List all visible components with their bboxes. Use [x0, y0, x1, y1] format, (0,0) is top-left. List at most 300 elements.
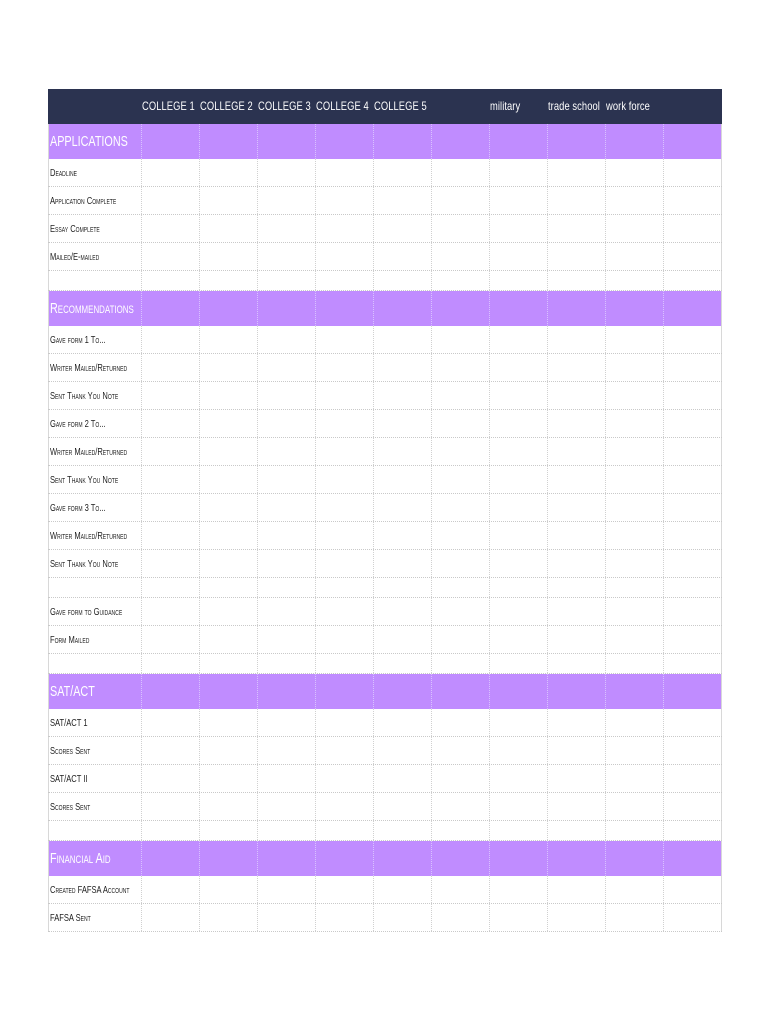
cell-divider: [315, 354, 316, 381]
cell-divider: [547, 326, 548, 353]
cell-divider: [373, 876, 374, 903]
row-border-right: [721, 793, 722, 820]
cell-divider: [315, 291, 316, 326]
cell-divider: [257, 354, 258, 381]
cell-divider: [547, 494, 548, 521]
cell-divider: [257, 438, 258, 465]
cell-divider: [663, 466, 664, 493]
cell-divider: [199, 654, 200, 673]
cell-divider: [199, 578, 200, 597]
cell-divider: [257, 793, 258, 820]
cell-divider: [315, 466, 316, 493]
cell-divider: [373, 215, 374, 242]
cell-divider: [605, 765, 606, 792]
cell-divider: [605, 382, 606, 409]
row-border-right: [721, 578, 722, 597]
cell-divider: [315, 159, 316, 186]
row-border-right: [721, 271, 722, 290]
cell-divider: [489, 187, 490, 214]
cell-divider: [315, 326, 316, 353]
cell-divider: [199, 159, 200, 186]
spacer-row: [48, 654, 722, 674]
cell-divider: [431, 354, 432, 381]
cell-divider: [141, 271, 142, 290]
cell-divider: [199, 793, 200, 820]
header-college-1: COLLEGE 1: [142, 99, 195, 113]
row-label: Essay Complete: [50, 222, 100, 235]
cell-divider: [373, 187, 374, 214]
cell-divider: [257, 243, 258, 270]
cell-divider: [489, 466, 490, 493]
cell-divider: [373, 494, 374, 521]
cell-divider: [257, 382, 258, 409]
cell-divider: [489, 841, 490, 876]
cell-divider: [141, 522, 142, 549]
cell-divider: [199, 626, 200, 653]
cell-divider: [199, 550, 200, 577]
row-border-left: [48, 737, 49, 764]
cell-divider: [431, 737, 432, 764]
cell-divider: [373, 243, 374, 270]
cell-divider: [489, 382, 490, 409]
cell-divider: [315, 124, 316, 159]
cell-divider: [257, 187, 258, 214]
table-body: [48, 124, 722, 932]
row-border-right: [721, 821, 722, 840]
cell-divider: [199, 291, 200, 326]
row-border-left: [48, 876, 49, 903]
cell-divider: [199, 598, 200, 625]
cell-divider: [431, 876, 432, 903]
row-border-right: [721, 291, 722, 326]
cell-divider: [431, 187, 432, 214]
cell-divider: [547, 550, 548, 577]
row-border-left: [48, 438, 49, 465]
cell-divider: [141, 326, 142, 353]
row-border-right: [721, 522, 722, 549]
table-row: [48, 626, 722, 654]
cell-divider: [373, 410, 374, 437]
cell-divider: [431, 598, 432, 625]
row-border-right: [721, 904, 722, 931]
row-border-right: [721, 466, 722, 493]
cell-divider: [547, 709, 548, 736]
cell-divider: [605, 187, 606, 214]
cell-divider: [663, 598, 664, 625]
cell-divider: [315, 215, 316, 242]
row-border-left: [48, 654, 49, 673]
row-border-right: [721, 674, 722, 709]
cell-divider: [315, 578, 316, 597]
cell-divider: [663, 187, 664, 214]
row-label: Gave form 3 To...: [50, 501, 106, 514]
cell-divider: [489, 737, 490, 764]
cell-divider: [141, 654, 142, 673]
cell-divider: [315, 438, 316, 465]
row-border-left: [48, 904, 49, 931]
cell-divider: [141, 709, 142, 736]
cell-divider: [663, 709, 664, 736]
row-border-right: [721, 737, 722, 764]
cell-divider: [431, 765, 432, 792]
cell-divider: [547, 626, 548, 653]
cell-divider: [547, 654, 548, 673]
cell-divider: [547, 354, 548, 381]
cell-divider: [547, 765, 548, 792]
cell-divider: [257, 410, 258, 437]
cell-divider: [257, 124, 258, 159]
table-row: [48, 522, 722, 550]
cell-divider: [663, 326, 664, 353]
cell-divider: [547, 291, 548, 326]
table-row: [48, 793, 722, 821]
cell-divider: [431, 793, 432, 820]
cell-divider: [199, 354, 200, 381]
row-border-left: [48, 159, 49, 186]
cell-divider: [489, 598, 490, 625]
cell-divider: [373, 159, 374, 186]
section-title: Recommendations: [50, 300, 134, 317]
row-border-left: [48, 124, 49, 159]
cell-divider: [663, 354, 664, 381]
cell-divider: [663, 654, 664, 673]
cell-divider: [431, 326, 432, 353]
row-border-right: [721, 187, 722, 214]
cell-divider: [199, 243, 200, 270]
cell-divider: [547, 904, 548, 931]
cell-divider: [141, 494, 142, 521]
cell-divider: [141, 243, 142, 270]
cell-divider: [489, 626, 490, 653]
college-checklist-table: [48, 89, 722, 932]
cell-divider: [547, 598, 548, 625]
section-header: [48, 124, 722, 159]
row-border-left: [48, 522, 49, 549]
row-label: FAFSA Sent: [50, 911, 91, 924]
header-trade-school: trade school: [548, 99, 600, 113]
row-border-right: [721, 243, 722, 270]
row-border-left: [48, 709, 49, 736]
table-row: [48, 737, 722, 765]
cell-divider: [489, 765, 490, 792]
row-border-left: [48, 821, 49, 840]
cell-divider: [547, 187, 548, 214]
cell-divider: [605, 271, 606, 290]
cell-divider: [605, 438, 606, 465]
cell-divider: [315, 271, 316, 290]
row-label: Sent Thank You Note: [50, 557, 119, 570]
table-row: [48, 215, 722, 243]
cell-divider: [141, 354, 142, 381]
row-label: Gave form to Guidance: [50, 605, 123, 618]
cell-divider: [547, 578, 548, 597]
cell-divider: [373, 354, 374, 381]
cell-divider: [257, 821, 258, 840]
cell-divider: [199, 494, 200, 521]
row-label: Scores Sent: [50, 800, 91, 813]
cell-divider: [431, 550, 432, 577]
row-label: Sent Thank You Note: [50, 473, 119, 486]
cell-divider: [373, 598, 374, 625]
cell-divider: [431, 578, 432, 597]
cell-divider: [663, 793, 664, 820]
cell-divider: [141, 737, 142, 764]
cell-divider: [315, 494, 316, 521]
cell-divider: [373, 904, 374, 931]
cell-divider: [315, 876, 316, 903]
row-label: SAT/ACT 1: [50, 716, 88, 729]
cell-divider: [605, 494, 606, 521]
cell-divider: [315, 243, 316, 270]
row-label: Deadline: [50, 166, 78, 179]
cell-divider: [373, 578, 374, 597]
row-border-right: [721, 410, 722, 437]
row-border-left: [48, 674, 49, 709]
row-label: Application Complete: [50, 194, 117, 207]
spacer-row: [48, 578, 722, 598]
cell-divider: [199, 522, 200, 549]
cell-divider: [257, 271, 258, 290]
row-label: Gave form 2 To...: [50, 417, 106, 430]
cell-divider: [605, 354, 606, 381]
row-border-right: [721, 494, 722, 521]
cell-divider: [489, 271, 490, 290]
row-border-left: [48, 598, 49, 625]
row-label: SAT/ACT II: [50, 772, 88, 785]
cell-divider: [373, 709, 374, 736]
cell-divider: [373, 522, 374, 549]
section-header: [48, 674, 722, 709]
cell-divider: [431, 291, 432, 326]
cell-divider: [431, 654, 432, 673]
cell-divider: [199, 124, 200, 159]
cell-divider: [199, 841, 200, 876]
cell-divider: [257, 709, 258, 736]
cell-divider: [141, 674, 142, 709]
cell-divider: [141, 124, 142, 159]
cell-divider: [431, 841, 432, 876]
cell-divider: [663, 243, 664, 270]
cell-divider: [315, 737, 316, 764]
cell-divider: [315, 821, 316, 840]
cell-divider: [547, 737, 548, 764]
cell-divider: [141, 550, 142, 577]
cell-divider: [605, 598, 606, 625]
row-border-left: [48, 765, 49, 792]
table-row: [48, 243, 722, 271]
cell-divider: [663, 578, 664, 597]
cell-divider: [489, 438, 490, 465]
cell-divider: [199, 876, 200, 903]
cell-divider: [489, 326, 490, 353]
cell-divider: [199, 410, 200, 437]
cell-divider: [663, 550, 664, 577]
cell-divider: [257, 466, 258, 493]
row-border-left: [48, 550, 49, 577]
cell-divider: [605, 159, 606, 186]
cell-divider: [663, 626, 664, 653]
cell-divider: [431, 243, 432, 270]
row-border-left: [48, 271, 49, 290]
cell-divider: [489, 709, 490, 736]
cell-divider: [605, 674, 606, 709]
cell-divider: [663, 159, 664, 186]
cell-divider: [199, 382, 200, 409]
cell-divider: [257, 626, 258, 653]
table-row: [48, 494, 722, 522]
cell-divider: [315, 626, 316, 653]
cell-divider: [489, 124, 490, 159]
cell-divider: [605, 243, 606, 270]
cell-divider: [605, 291, 606, 326]
row-border-left: [48, 243, 49, 270]
cell-divider: [663, 438, 664, 465]
cell-divider: [141, 876, 142, 903]
row-label: Form Mailed: [50, 633, 90, 646]
row-border-right: [721, 215, 722, 242]
cell-divider: [547, 124, 548, 159]
cell-divider: [605, 410, 606, 437]
cell-divider: [315, 550, 316, 577]
cell-divider: [257, 765, 258, 792]
cell-divider: [141, 626, 142, 653]
row-label: Writer Mailed/Returned: [50, 361, 128, 374]
cell-divider: [431, 904, 432, 931]
row-border-right: [721, 159, 722, 186]
cell-divider: [663, 215, 664, 242]
cell-divider: [547, 793, 548, 820]
header-college-5: COLLEGE 5: [374, 99, 427, 113]
row-border-left: [48, 626, 49, 653]
cell-divider: [605, 215, 606, 242]
cell-divider: [315, 410, 316, 437]
cell-divider: [141, 793, 142, 820]
cell-divider: [373, 291, 374, 326]
cell-divider: [489, 494, 490, 521]
header-work-force: work force: [606, 99, 650, 113]
header-college-3: COLLEGE 3: [258, 99, 311, 113]
cell-divider: [489, 674, 490, 709]
section-title: APPLICATIONS: [50, 133, 128, 150]
cell-divider: [547, 159, 548, 186]
cell-divider: [373, 124, 374, 159]
cell-divider: [373, 793, 374, 820]
cell-divider: [663, 765, 664, 792]
row-border-right: [721, 598, 722, 625]
cell-divider: [605, 841, 606, 876]
cell-divider: [141, 438, 142, 465]
cell-divider: [315, 598, 316, 625]
row-border-left: [48, 382, 49, 409]
cell-divider: [257, 876, 258, 903]
cell-divider: [373, 841, 374, 876]
row-border-left: [48, 215, 49, 242]
table-row: [48, 550, 722, 578]
cell-divider: [547, 243, 548, 270]
cell-divider: [431, 382, 432, 409]
cell-divider: [663, 410, 664, 437]
cell-divider: [315, 765, 316, 792]
cell-divider: [373, 737, 374, 764]
cell-divider: [141, 821, 142, 840]
table-row: [48, 876, 722, 904]
cell-divider: [431, 159, 432, 186]
cell-divider: [663, 904, 664, 931]
row-label: Writer Mailed/Returned: [50, 445, 128, 458]
cell-divider: [257, 674, 258, 709]
cell-divider: [663, 821, 664, 840]
cell-divider: [315, 904, 316, 931]
row-border-left: [48, 326, 49, 353]
cell-divider: [199, 674, 200, 709]
cell-divider: [315, 654, 316, 673]
cell-divider: [431, 626, 432, 653]
cell-divider: [373, 550, 374, 577]
cell-divider: [315, 709, 316, 736]
cell-divider: [141, 410, 142, 437]
cell-divider: [489, 793, 490, 820]
table-row: [48, 438, 722, 466]
cell-divider: [547, 522, 548, 549]
cell-divider: [373, 466, 374, 493]
cell-divider: [257, 550, 258, 577]
row-border-left: [48, 841, 49, 876]
row-label: Scores Sent: [50, 744, 91, 757]
cell-divider: [663, 674, 664, 709]
row-border-right: [721, 326, 722, 353]
cell-divider: [605, 466, 606, 493]
cell-divider: [373, 626, 374, 653]
cell-divider: [141, 765, 142, 792]
row-border-right: [721, 626, 722, 653]
row-border-right: [721, 382, 722, 409]
cell-divider: [431, 522, 432, 549]
cell-divider: [605, 737, 606, 764]
cell-divider: [431, 494, 432, 521]
cell-divider: [489, 876, 490, 903]
table-row: [48, 187, 722, 215]
table-row: [48, 904, 722, 932]
cell-divider: [141, 291, 142, 326]
cell-divider: [489, 654, 490, 673]
cell-divider: [373, 326, 374, 353]
cell-divider: [315, 522, 316, 549]
cell-divider: [605, 821, 606, 840]
cell-divider: [663, 522, 664, 549]
row-label: Gave form 1 To...: [50, 333, 106, 346]
cell-divider: [431, 466, 432, 493]
cell-divider: [605, 876, 606, 903]
cell-divider: [663, 841, 664, 876]
cell-divider: [605, 124, 606, 159]
cell-divider: [315, 841, 316, 876]
cell-divider: [199, 709, 200, 736]
cell-divider: [315, 793, 316, 820]
cell-divider: [547, 438, 548, 465]
row-border-left: [48, 793, 49, 820]
row-border-left: [48, 494, 49, 521]
row-border-right: [721, 765, 722, 792]
table-header: [48, 89, 722, 124]
cell-divider: [373, 674, 374, 709]
cell-divider: [141, 382, 142, 409]
cell-divider: [605, 793, 606, 820]
cell-divider: [199, 821, 200, 840]
cell-divider: [489, 550, 490, 577]
cell-divider: [199, 904, 200, 931]
cell-divider: [373, 271, 374, 290]
cell-divider: [489, 159, 490, 186]
